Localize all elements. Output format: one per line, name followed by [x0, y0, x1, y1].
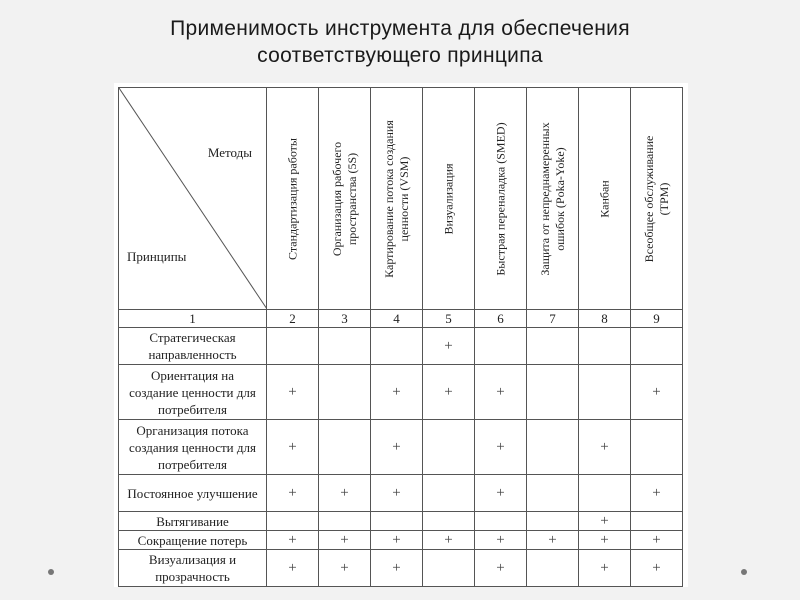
corner-cell: [119, 88, 267, 310]
applicability-cell: +: [631, 475, 683, 512]
applicability-cell: [423, 420, 475, 475]
method-header-line: Канбан: [597, 179, 611, 218]
column-number-8: 8: [579, 310, 631, 328]
applicability-cell: +: [319, 550, 371, 587]
principle-name: Стратегическая направленность: [119, 328, 267, 365]
applicability-cell: [527, 550, 579, 587]
applicability-cell: [319, 365, 371, 420]
column-number-4: 4: [371, 310, 423, 328]
applicability-cell: [527, 475, 579, 512]
principle-row: [119, 365, 683, 420]
methods-principles-table: [118, 87, 683, 587]
method-header-line: Стандартизация работы: [285, 137, 299, 260]
method-header-line: Организация рабочего: [329, 141, 344, 256]
principle-row: [119, 550, 683, 587]
nav-dot-right[interactable]: [741, 569, 747, 575]
applicability-cell: [527, 512, 579, 531]
slide-title-line-1: Применимость инструмента для обеспечения: [170, 17, 630, 40]
applicability-cell: [319, 512, 371, 531]
applicability-cell: [527, 420, 579, 475]
column-number-5: 5: [423, 310, 475, 328]
applicability-cell: +: [527, 531, 579, 550]
applicability-cell: +: [423, 365, 475, 420]
principle-row: [119, 328, 683, 365]
method-header-label: [330, 141, 360, 255]
applicability-cell: +: [579, 512, 631, 531]
method-header-line: Визуализация: [441, 162, 455, 235]
method-header-6: [475, 88, 527, 310]
number-row: [119, 310, 683, 328]
method-header-line: Картирование потока создания: [381, 119, 396, 278]
applicability-cell: +: [631, 531, 683, 550]
applicability-cell: [579, 365, 631, 420]
method-header-line: Быстрая переналадка (SMED): [493, 121, 507, 276]
applicability-cell: +: [423, 328, 475, 365]
diagonal-line: [119, 88, 267, 309]
method-header-line: Защита от непреднамеренных: [537, 121, 552, 276]
applicability-cell: [319, 420, 371, 475]
principle-row: [119, 531, 683, 550]
applicability-cell: [475, 328, 527, 365]
applicability-cell: +: [475, 550, 527, 587]
principle-name: Сокращение потерь: [119, 531, 267, 550]
corner-label-methods: Методы: [207, 145, 252, 160]
applicability-cell: [319, 328, 371, 365]
applicability-cell: +: [267, 531, 319, 550]
slide-title: [0, 15, 800, 69]
applicability-cell: +: [631, 365, 683, 420]
applicability-cell: +: [371, 365, 423, 420]
applicability-cell: +: [475, 365, 527, 420]
method-header-label: [285, 138, 300, 260]
method-header-label: [441, 163, 456, 234]
applicability-cell: +: [579, 531, 631, 550]
applicability-cell: +: [371, 420, 423, 475]
principle-row: [119, 420, 683, 475]
nav-dot-left[interactable]: [48, 569, 54, 575]
column-number-9: 9: [631, 310, 683, 328]
applicability-cell: +: [319, 531, 371, 550]
applicability-cell: +: [475, 531, 527, 550]
column-number-3: 3: [319, 310, 371, 328]
applicability-cell: +: [319, 475, 371, 512]
method-header-8: [579, 88, 631, 310]
applicability-cell: +: [267, 550, 319, 587]
applicability-cell: [527, 365, 579, 420]
method-header-line: ошибок (Poka-Yoke): [552, 146, 567, 251]
applicability-cell: [631, 420, 683, 475]
applicability-cell: +: [423, 531, 475, 550]
method-header-4: [371, 88, 423, 310]
header-row: [119, 88, 683, 310]
applicability-cell: +: [267, 420, 319, 475]
method-header-line: (TPM): [656, 182, 671, 215]
method-header-label: [382, 120, 412, 278]
method-header-line: пространства (5S): [344, 152, 359, 245]
corner-label-principles: Принципы: [127, 249, 187, 264]
applicability-cell: +: [579, 420, 631, 475]
applicability-cell: [527, 328, 579, 365]
applicability-cell: +: [475, 420, 527, 475]
principle-name: Организация потока создания ценности для потребителя: [119, 420, 267, 475]
method-header-label: [597, 180, 612, 217]
applicability-cell: +: [371, 531, 423, 550]
applicability-cell: [579, 328, 631, 365]
principle-name: Постоянное улучшение: [119, 475, 267, 512]
applicability-cell: [631, 512, 683, 531]
applicability-cell: [267, 328, 319, 365]
method-header-9: [631, 88, 683, 310]
principle-name: Визуализация и прозрачность: [119, 550, 267, 587]
applicability-cell: +: [631, 550, 683, 587]
applicability-cell: +: [267, 475, 319, 512]
column-number-2: 2: [267, 310, 319, 328]
principle-row: [119, 512, 683, 531]
slide-title-line-2: соответствующего принципа: [257, 44, 543, 67]
principle-name: Вытягивание: [119, 512, 267, 531]
applicability-cell: [579, 475, 631, 512]
method-header-line: ценности (VSM): [396, 156, 411, 241]
column-number-7: 7: [527, 310, 579, 328]
applicability-cell: [267, 512, 319, 531]
applicability-cell: +: [371, 475, 423, 512]
applicability-cell: [371, 328, 423, 365]
applicability-cell: +: [579, 550, 631, 587]
applicability-cell: [423, 475, 475, 512]
applicability-cell: [371, 512, 423, 531]
method-header-label: [493, 122, 508, 275]
method-header-7: [527, 88, 579, 310]
method-header-label: [538, 122, 568, 275]
applicability-cell: [475, 512, 527, 531]
method-header-2: [267, 88, 319, 310]
applicability-cell: +: [475, 475, 527, 512]
principle-row: [119, 475, 683, 512]
applicability-cell: +: [371, 550, 423, 587]
applicability-cell: [423, 550, 475, 587]
principle-name: Ориентация на создание ценности для потребителя: [119, 365, 267, 420]
applicability-cell: [423, 512, 475, 531]
table-sheet: [114, 83, 688, 587]
column-number-6: 6: [475, 310, 527, 328]
method-header-label: [642, 135, 672, 262]
method-header-line: Всеобщее обслуживание: [641, 135, 656, 262]
method-header-5: [423, 88, 475, 310]
method-header-3: [319, 88, 371, 310]
column-number-1: 1: [119, 310, 267, 328]
applicability-cell: [631, 328, 683, 365]
applicability-cell: +: [267, 365, 319, 420]
